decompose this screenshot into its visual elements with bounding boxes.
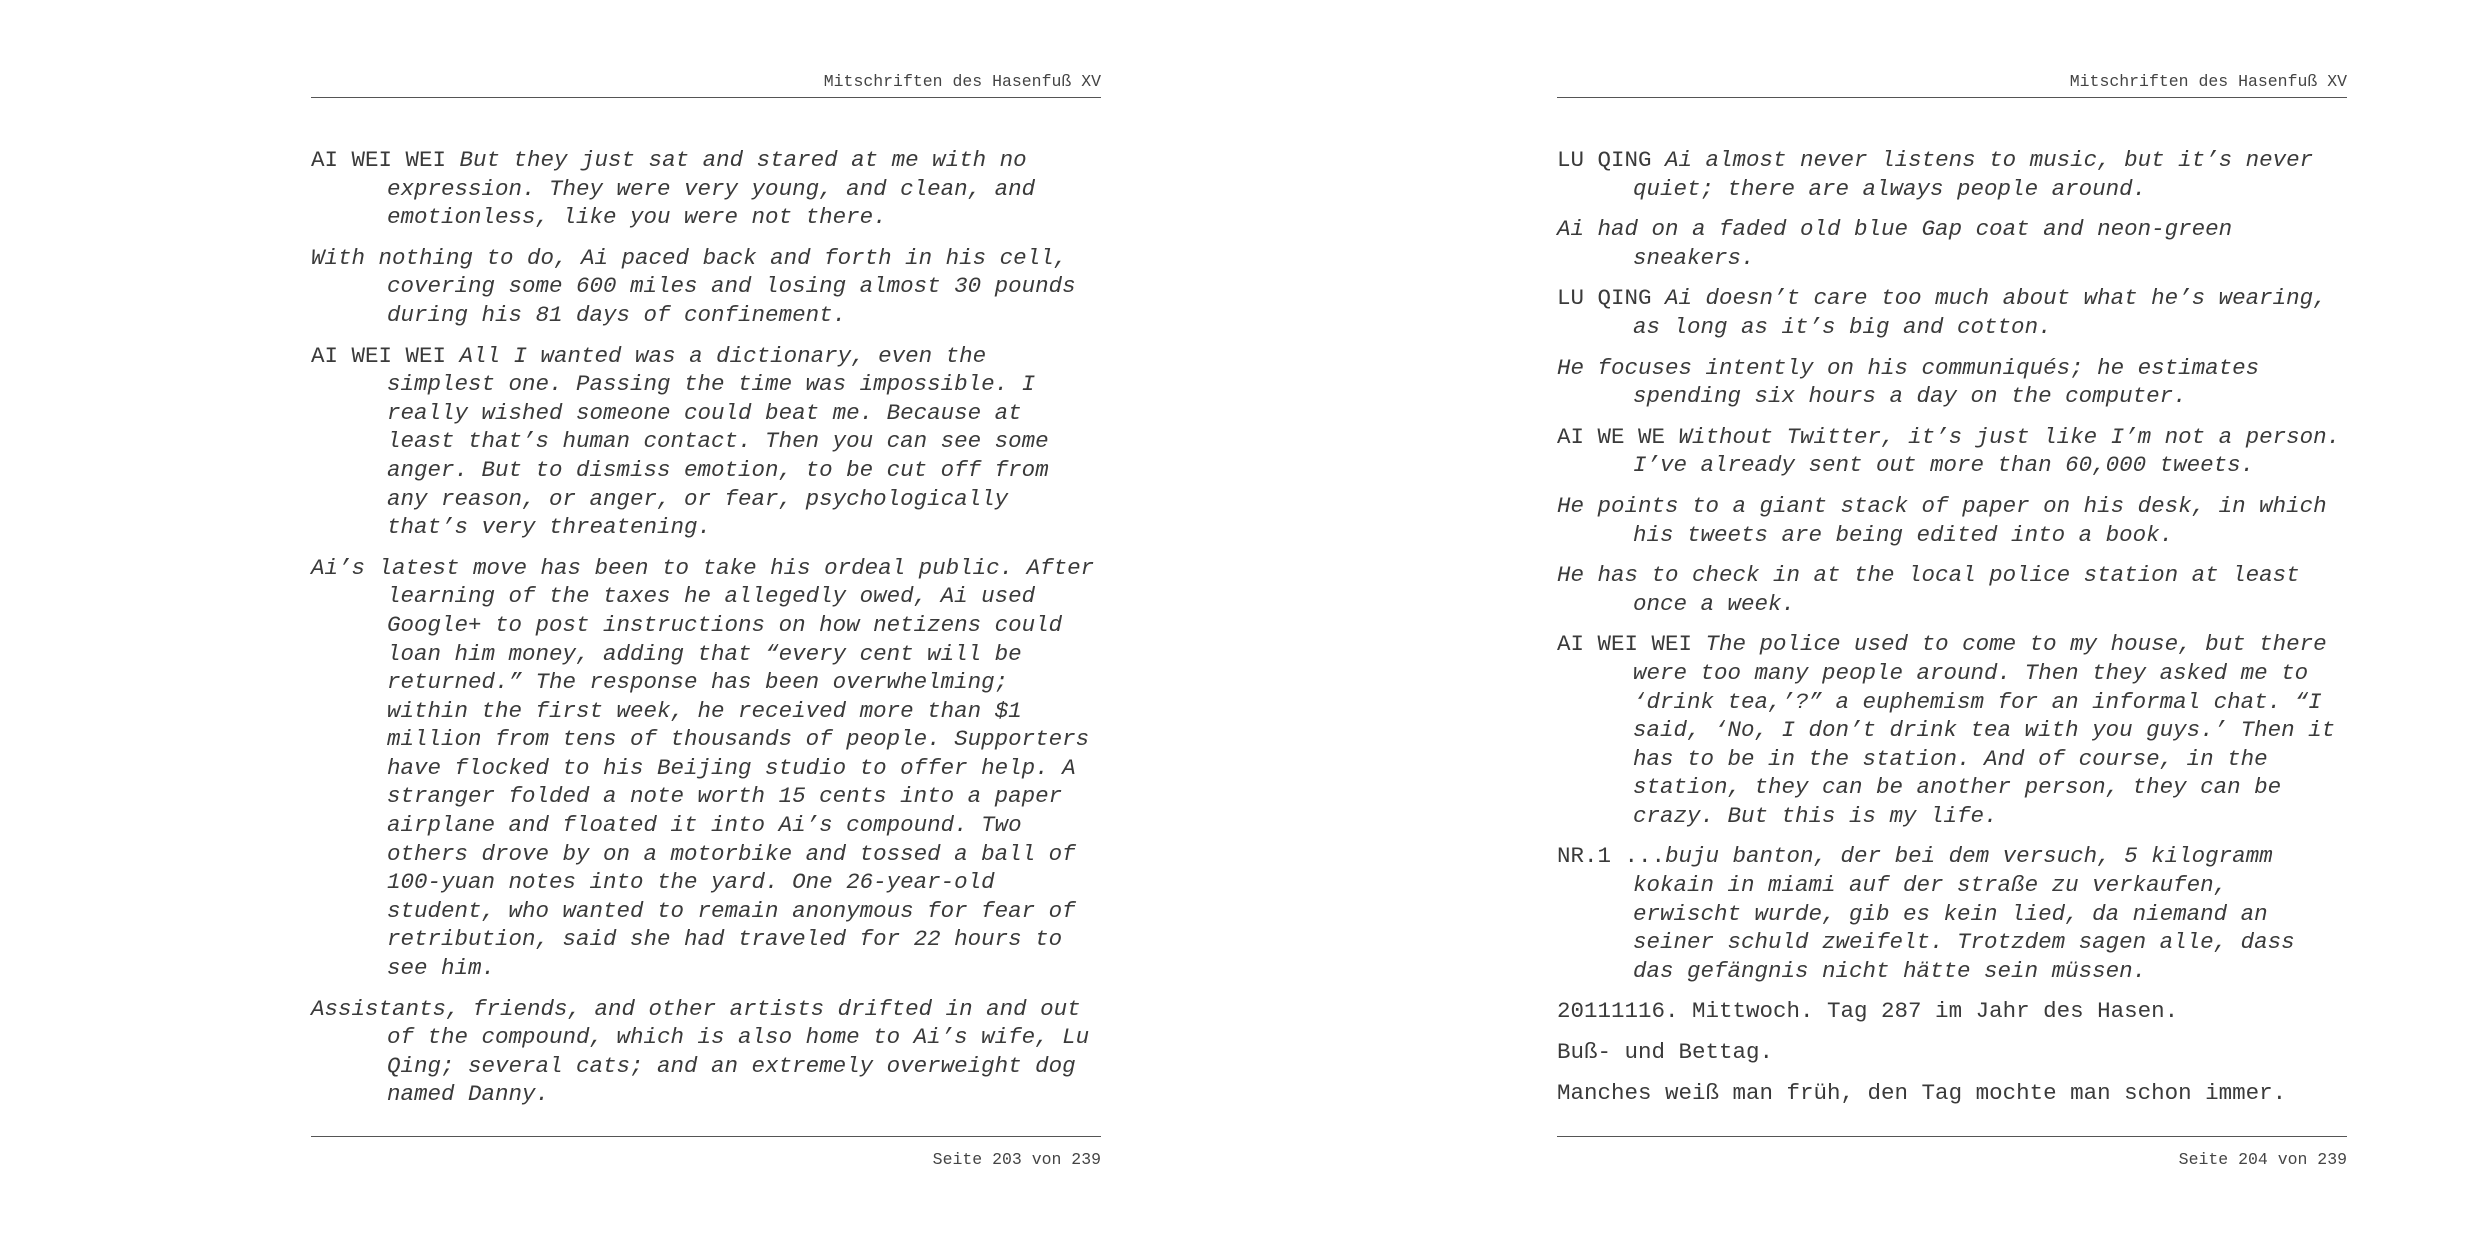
left-page-body <box>311 146 1101 1121</box>
paragraph <box>1557 284 2347 341</box>
paragraph-text: buju banton, der bei dem versuch, 5 kilogramm kokain in miami auf der straße zu verkaufen, erwischt wurde, gib es kein lied, da niemand an seiner schuld zweifelt. Trotzdem sagen alle, dass das gefängnis nicht hätte sein müssen. <box>1633 843 2295 984</box>
speaker-label: AI WEI WEI <box>311 342 460 369</box>
paragraph <box>1557 215 2347 272</box>
page-number: Seite 204 von 239 <box>2178 1150 2347 1169</box>
header-rule <box>1557 97 2347 98</box>
paragraph-text: The police used to come to my house, but there were too many people around. Then they asked me to ‘drink tea,’?” a euphemism for an informal chat. “I said, ‘No, I don’t drink tea with you guys.’ Then it has to be in the station. And of course, in the station, they can be another person, they can be crazy. But this is my life. <box>1633 631 2336 829</box>
right-page-body <box>1557 146 2347 1119</box>
paragraph <box>311 244 1101 330</box>
paragraph <box>1557 492 2347 549</box>
right-page <box>1557 0 2347 1240</box>
paragraph <box>1557 423 2347 480</box>
closing-line <box>1557 1079 2347 1108</box>
date-line <box>1557 997 2347 1026</box>
paragraph <box>311 146 1101 232</box>
running-head: Mitschriften des Hasenfuß XV <box>823 72 1101 91</box>
paragraph <box>1557 146 2347 203</box>
paragraph-text: He focuses intently on his communiqués; he estimates spending six hours a day on the computer. <box>1557 354 2260 410</box>
paragraph-text: He points to a giant stack of paper on his desk, in which his tweets are being edited into a book. <box>1557 492 2327 548</box>
paragraph-text: He has to check in at the local police station at least once a week. <box>1557 562 2300 617</box>
paragraph <box>311 995 1101 1109</box>
paragraph <box>1557 354 2347 411</box>
speaker-label: LU QING <box>1557 147 1666 173</box>
speaker-label: LU QING <box>1557 285 1666 312</box>
date-line-text: 20111116. Mittwoch. Tag 287 im Jahr des Hasen. <box>1557 998 2179 1025</box>
speaker-label: AI WEI WEI <box>311 147 460 173</box>
footer-rule <box>311 1136 1101 1137</box>
paragraph-text: Ai’s latest move has been to take his ordeal public. After learning of the taxes he allegedly owed, Ai used Google+ to post instructions on how netizens could loan him money, adding that “every cent will be returned.” The response has been overwhelming; within the first week, he received more than $1 million from tens of thousands of people. Supporters have flocked to his Beijing studio to offer help. A stranger folded a note worth 15 cents into a paper airplane and floated it into Ai’s compound. Two others drove by on a motorbike and tossed a ball of 100-yuan notes into the yard. One 26-year-old student, who wanted to remain anonymous for fear of retribution, said she had traveled for 22 hours to see him. <box>311 554 1095 982</box>
paragraph <box>1557 842 2347 985</box>
footer-rule <box>1557 1136 2347 1137</box>
paragraph-text: Ai almost never listens to music, but it’s never quiet; there are always people around. <box>1633 147 2314 202</box>
holiday-line <box>1557 1038 2347 1067</box>
paragraph <box>311 342 1101 542</box>
paragraph-text: All I wanted was a dictionary, even the simplest one. Passing the time was impossible. I really wished someone could beat me. Because at least that’s human contact. Then you can see some anger. But to dismiss emotion, to be cut off from any reason, or anger, or fear, psychologically that’s very threatening. <box>387 342 1049 541</box>
paragraph-text: With nothing to do, Ai paced back and forth in his cell, covering some 600 miles and losing almost 30 pounds during his 81 days of confinement. <box>311 244 1076 328</box>
speaker-label: AI WEI WEI <box>1557 631 1706 658</box>
paragraph-text: Ai had on a faded old blue Gap coat and neon-green sneakers. <box>1557 216 2233 271</box>
paragraph-text: Without Twitter, it’s just like I’m not a person. I’ve already sent out more than 60,000 tweets. <box>1633 423 2341 479</box>
page-number: Seite 203 von 239 <box>932 1150 1101 1169</box>
speaker-label: AI WE WE <box>1557 423 1679 450</box>
left-page <box>311 0 1101 1240</box>
paragraph-text: Ai doesn’t care too much about what he’s wearing, as long as it’s big and cotton. <box>1633 285 2327 340</box>
paragraph <box>1557 561 2347 618</box>
holiday-line-text: Buß- und Bettag. <box>1557 1039 1774 1066</box>
speaker-label: NR.1 ... <box>1557 843 1666 870</box>
paragraph <box>311 554 1101 983</box>
header-rule <box>311 97 1101 98</box>
running-head: Mitschriften des Hasenfuß XV <box>2069 72 2347 91</box>
closing-line-text: Manches weiß man früh, den Tag mochte man schon immer. <box>1557 1079 2287 1106</box>
paragraph <box>1557 630 2347 830</box>
paragraph-text: But they just sat and stared at me with no expression. They were very young, and clean, and emotionless, like you were not there. <box>387 147 1036 231</box>
paragraph-text: Assistants, friends, and other artists drifted in and out of the compound, which is also home to Ai’s wife, Lu Qing; several cats; and an extremely overweight dog named Danny. <box>311 995 1090 1108</box>
